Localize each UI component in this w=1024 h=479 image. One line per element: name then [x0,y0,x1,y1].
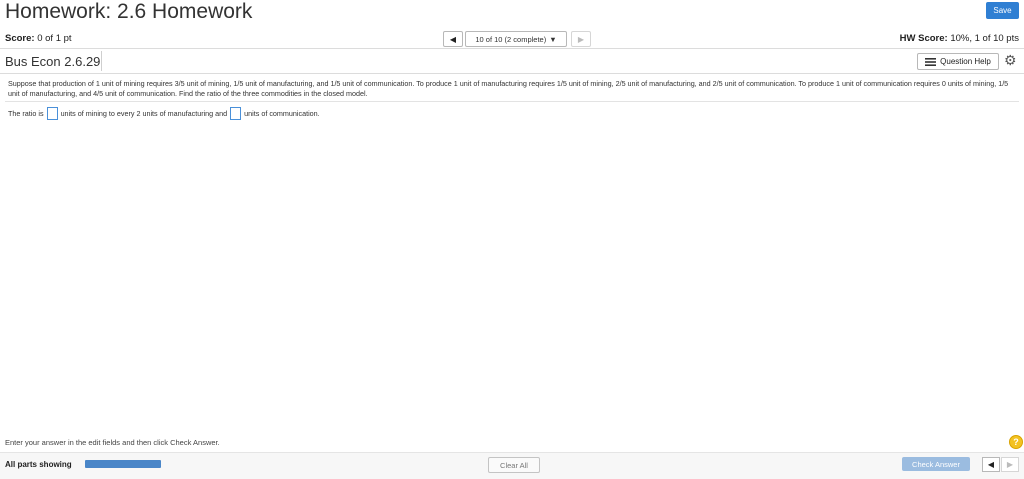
hw-score-label: HW Score: [899,33,948,44]
question-help-label: Question Help [940,57,991,66]
question-help-button[interactable] [917,53,999,70]
mining-units-input[interactable] [47,107,58,120]
footer-next-button[interactable] [1001,457,1019,472]
left-triangle-icon: ◀ [987,460,995,469]
instructions: Enter your answer in the edit fields and then click Check Answer. [5,438,220,447]
question-title: Bus Econ 2.6.29 [0,51,102,71]
page-title: Homework: 2.6 Homework [5,0,253,23]
question-select-label: 10 of 10 (2 complete) [475,34,547,44]
question-select[interactable] [465,31,567,47]
progress-fill [85,460,161,468]
hw-score [900,33,1019,44]
check-answer-button[interactable]: Check Answer [902,457,970,471]
progress-bar [85,460,161,468]
divider [0,73,1024,74]
footer-previous-button[interactable] [982,457,1000,472]
answer-row [8,107,320,120]
communication-units-input[interactable] [230,107,241,120]
all-parts-showing-label: All parts showing [5,460,72,469]
answer-middle: units of mining to every 2 units of manufacturing and [60,109,228,118]
score-label: Score: [5,33,35,44]
gear-icon[interactable]: ⚙ [1004,52,1017,68]
next-question-button[interactable] [571,31,591,47]
score [5,33,72,44]
right-triangle-icon: ▶ [1006,460,1014,469]
answer-prefix: The ratio is [8,109,44,118]
right-triangle-icon: ▶ [577,34,585,44]
previous-question-button[interactable] [443,31,463,47]
help-icon[interactable]: ? [1009,435,1023,449]
score-value: 0 of 1 pt [37,33,72,44]
clear-all-button[interactable]: Clear All [488,457,540,473]
divider [0,48,1024,49]
list-icon [925,58,936,66]
problem-text: Suppose that production of 1 unit of mining requires 3/5 unit of mining, 1/5 unit of manufacturing, and 1/5 unit of communication. To produce 1 unit of manufacturing requires 1/5 unit of mining, 2/5 unit of manufacturing, and 2/5 unit of communication. To produce 1 unit of communication requires 0 units of mining, 1/5 unit of manufacturing, and 4/5 unit of communication. Find the ratio of the three commodities in the closed model. [8,79,1009,98]
hw-score-value: 10%, 1 of 10 pts [950,33,1019,44]
answer-suffix: units of communication. [244,109,320,118]
divider [5,101,1019,102]
left-triangle-icon: ◀ [449,34,457,44]
down-triangle-icon: ▼ [549,34,557,44]
save-button[interactable]: Save [986,2,1019,19]
